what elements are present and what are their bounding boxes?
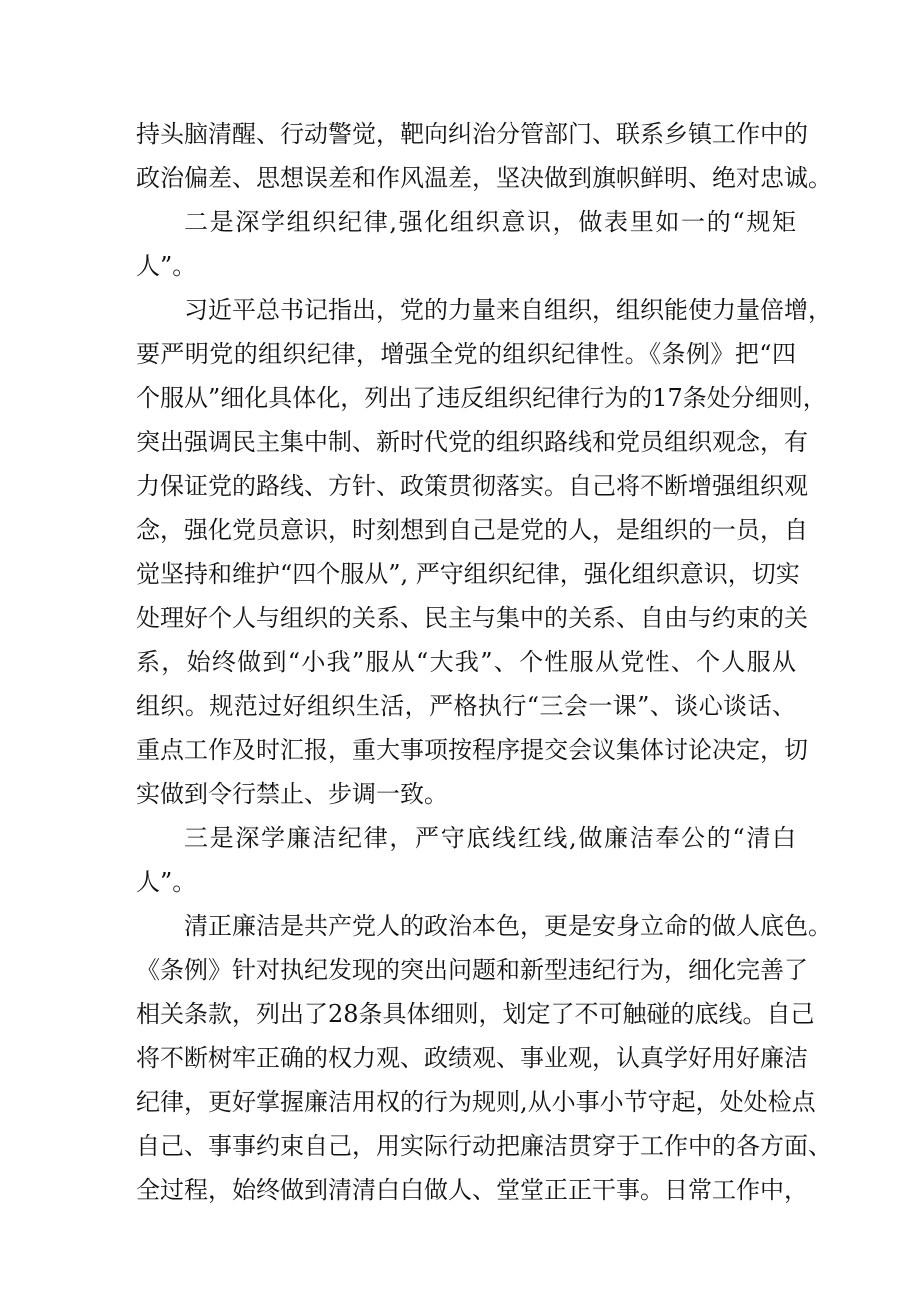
text-line: 习近平总书记指出，党的力量来自组织，组织能使力量倍增， xyxy=(184,296,832,324)
text-line: 突出强调民主集中制、新时代党的组织路线和党员组织观念，有 xyxy=(136,428,808,456)
text-line: 力保证党的路线、方针、政策贯彻落实。自己将不断增强组织观 xyxy=(136,472,808,500)
text-line: 将不断树牢正确的权力观、政绩观、事业观，认真学好用好廉洁 xyxy=(136,1044,808,1072)
text-line: 组织。规范过好组织生活，严格执行“三会一课”、谈心谈话、 xyxy=(136,692,796,720)
text-line: 觉坚持和维护“四个服从”, 严守组织纪律，强化组织意识，切实 xyxy=(136,560,800,588)
section-heading-line: 二是深学组织纪律,强化组织意识，做表里如一的“规矩 xyxy=(184,208,796,236)
text-line: 全过程，始终做到清清白白做人、堂堂正正干事。日常工作中， xyxy=(136,1176,808,1204)
text-line: 《条例》针对执纪发现的突出问题和新型违纪行为，细化完善了 xyxy=(136,956,808,984)
text-line: 持头脑清醒、行动警觉，靶向纠治分管部门、联系乡镇工作中的 xyxy=(136,120,808,148)
text-line: 念，强化党员意识，时刻想到自己是党的人，是组织的一员，自 xyxy=(136,516,808,544)
text-line: 个服从”细化具体化，列出了违反组织纪律行为的17条处分细则， xyxy=(136,384,827,412)
text-line: 实做到令行禁止、步调一致。 xyxy=(136,780,448,808)
text-line: 系，始终做到“小我”服从“大我”、个性服从党性、个人服从 xyxy=(136,648,796,676)
text-line: 要严明党的组织纪律，增强全党的组织纪律性。《条例》把“四 xyxy=(136,340,796,368)
text-line: 相关条款，列出了28条具体细则，划定了不可触碰的底线。自己 xyxy=(136,1000,815,1028)
section-heading-line: 三是深学廉洁纪律，严守底线红线,做廉洁奉公的“清白 xyxy=(184,824,796,852)
section-heading-line: 人”。 xyxy=(136,868,197,896)
section-heading-line: 人”。 xyxy=(136,252,197,280)
text-line: 清正廉洁是共产党人的政治本色，更是安身立命的做人底色。 xyxy=(184,912,832,940)
text-line: 重点工作及时汇报，重大事项按程序提交会议集体讨论决定，切 xyxy=(136,736,808,764)
document-body xyxy=(136,112,832,1212)
text-line: 处理好个人与组织的关系、民主与集中的关系、自由与约束的关 xyxy=(136,604,808,632)
text-line: 纪律，更好掌握廉洁用权的行为规则,从小事小节守起，处处检点 xyxy=(136,1088,816,1116)
text-line: 政治偏差、思想误差和作风温差，坚决做到旗帜鲜明、绝对忠诚。 xyxy=(136,164,832,192)
text-line: 自己、事事约束自己，用实际行动把廉洁贯穿于工作中的各方面、 xyxy=(136,1132,832,1160)
